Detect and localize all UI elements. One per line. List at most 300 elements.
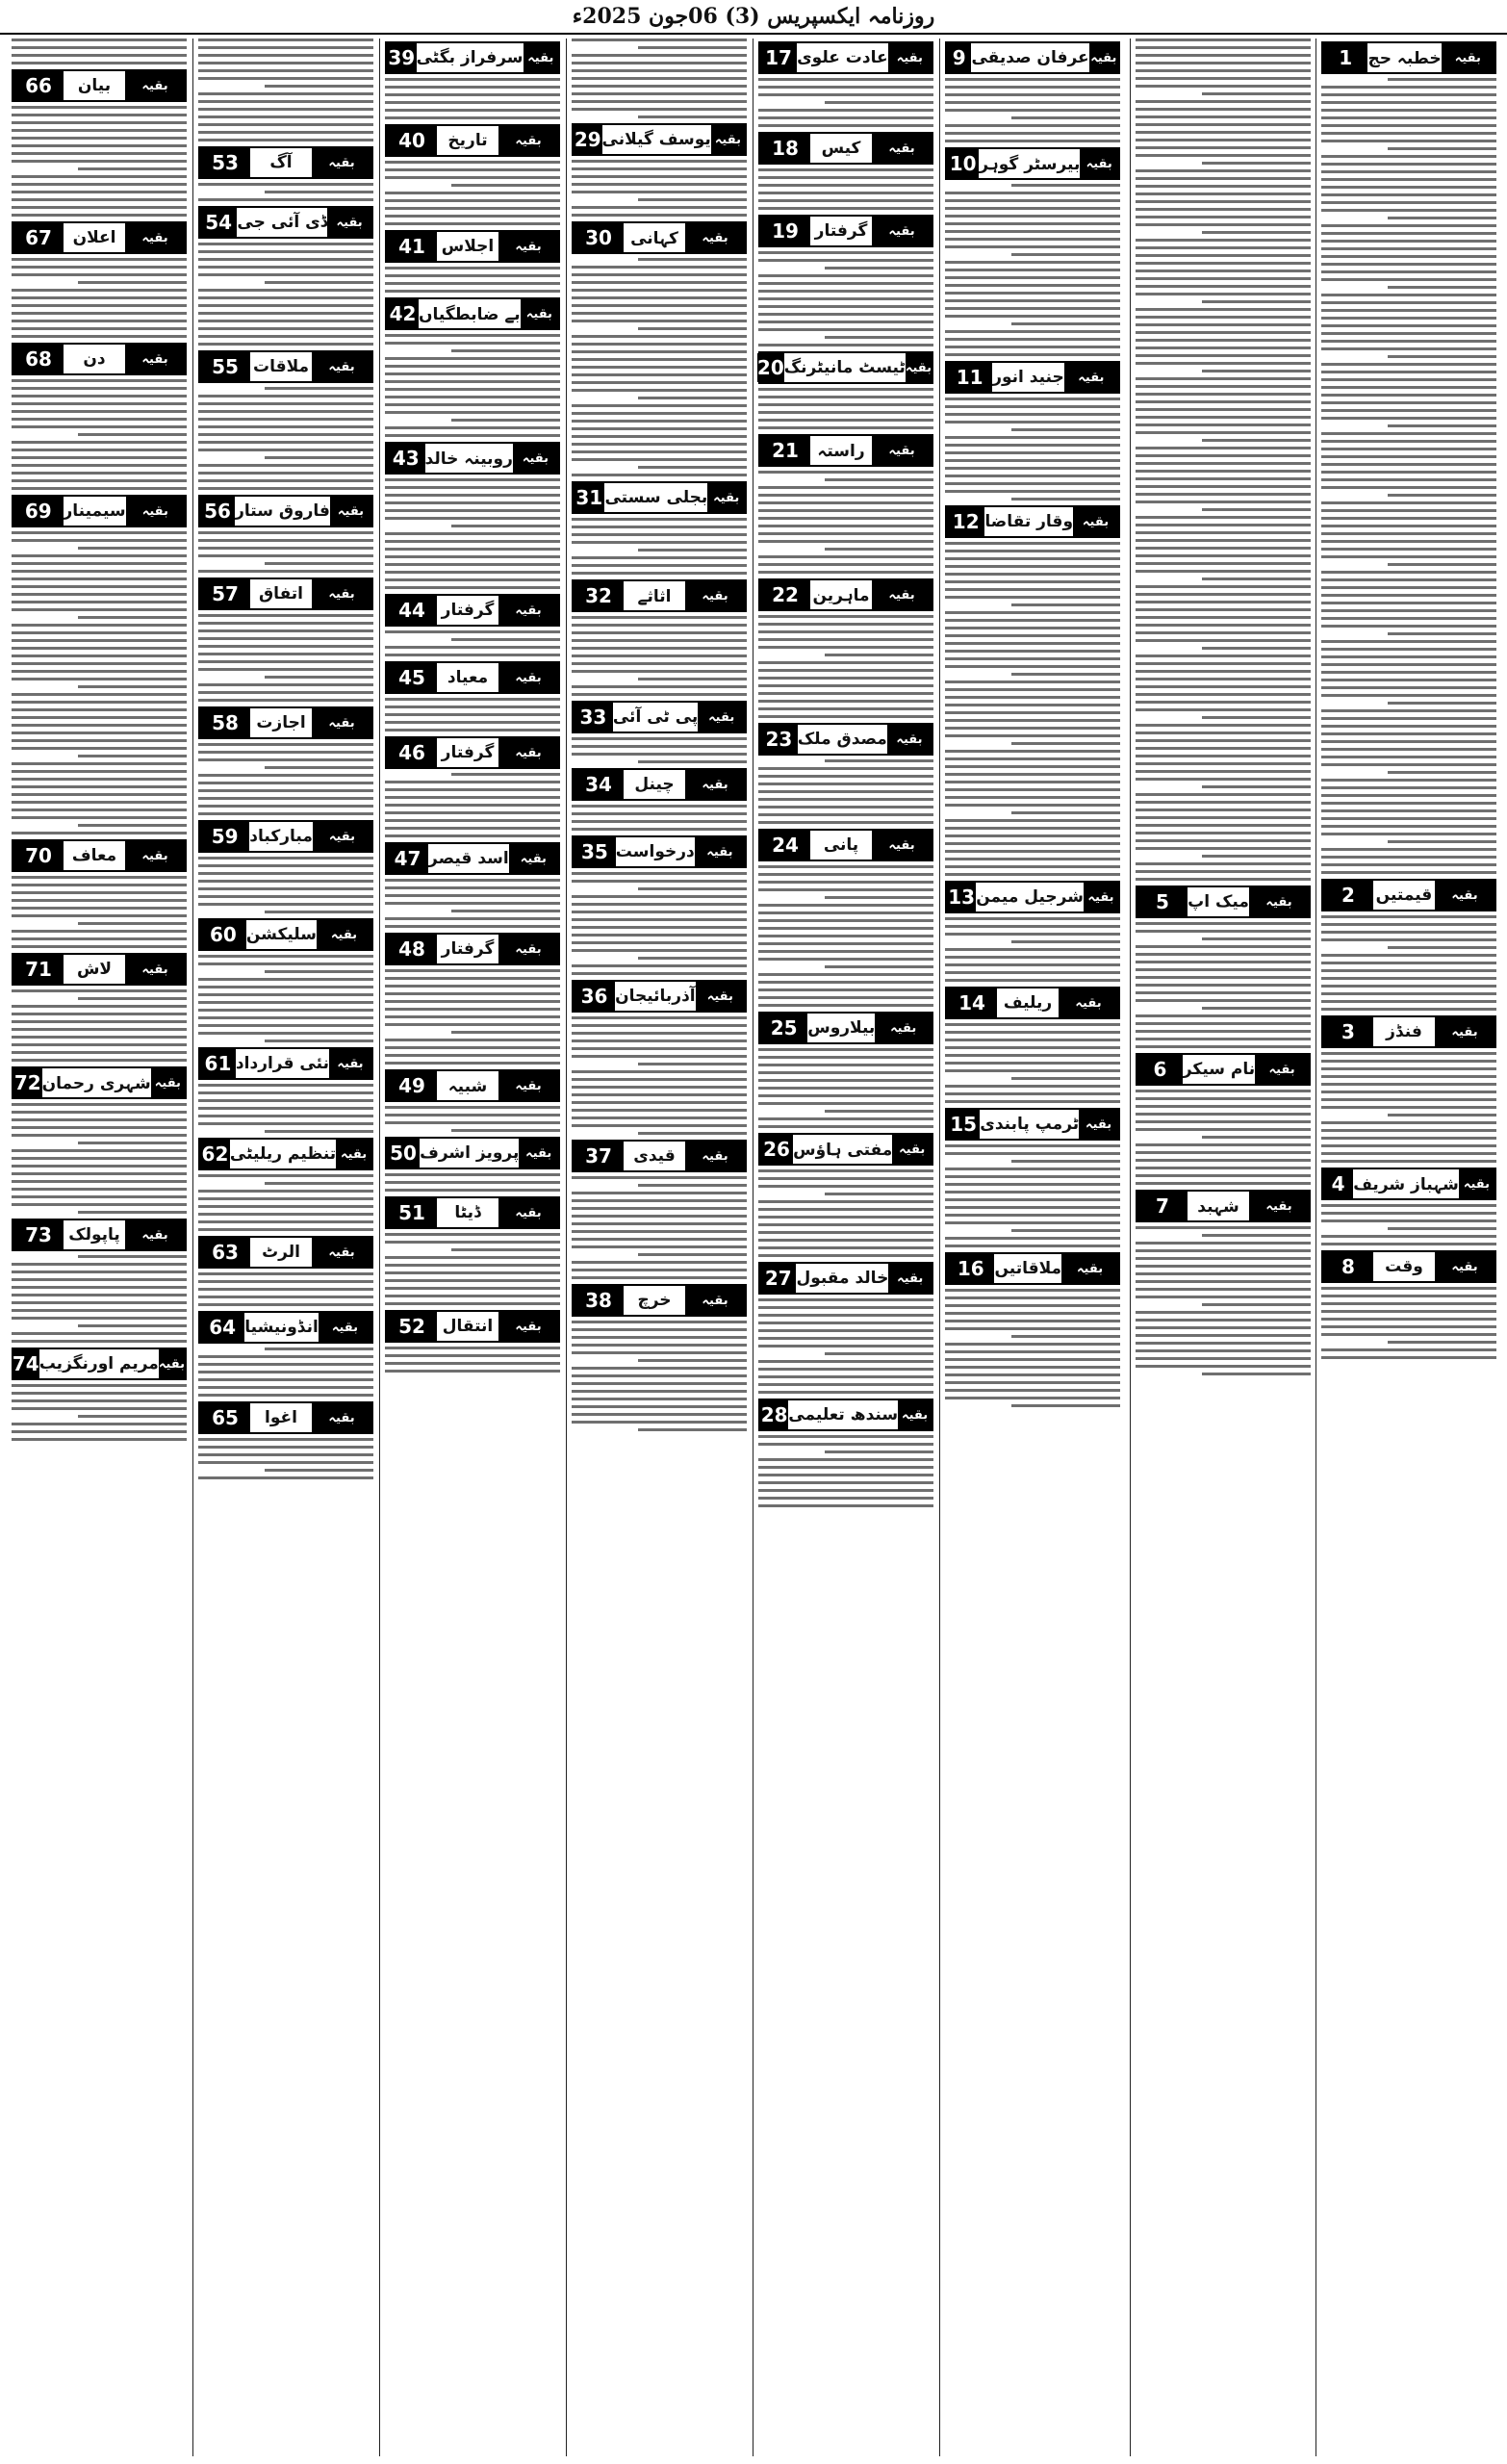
article-body-text xyxy=(385,969,560,1065)
continuation-number: 14 xyxy=(947,988,997,1017)
continuation-header xyxy=(945,361,1120,394)
article-body-text xyxy=(385,161,560,225)
article-body-text xyxy=(385,698,560,732)
continuation-title: آگ xyxy=(269,153,293,172)
article-body-text xyxy=(1321,1052,1496,1163)
continuation-title: خالد مقبول xyxy=(796,1269,889,1288)
article-continuation xyxy=(198,206,373,346)
article-body-text xyxy=(572,872,747,975)
continuation-title: یوسف گیلانی xyxy=(601,130,711,149)
continuation-header xyxy=(198,918,373,951)
column-2 xyxy=(1136,38,1311,2456)
continuation-title: ریلیف xyxy=(1003,993,1053,1013)
continuation-title: دن xyxy=(83,349,106,369)
article-continuation xyxy=(198,1401,373,1479)
continuation-number: 35 xyxy=(574,837,616,866)
article-continuation xyxy=(385,1310,560,1373)
continuation-header xyxy=(945,881,1120,913)
continuation-title: سلیکشن xyxy=(245,925,317,944)
article-body-text xyxy=(945,78,1120,142)
continuation-header xyxy=(12,221,187,254)
article-continuation xyxy=(12,221,187,338)
continuation-title: الرٹ xyxy=(262,1243,300,1262)
continuation-title: مصدق ملک xyxy=(797,730,887,749)
article-continuation xyxy=(12,1219,187,1343)
continuation-header xyxy=(198,146,373,179)
continuation-header xyxy=(385,124,560,157)
continuation-number: 43 xyxy=(387,444,425,473)
article-body-text xyxy=(1321,78,1496,874)
article-body-text xyxy=(758,168,933,210)
article-continuation xyxy=(385,1137,560,1192)
continued-label: بقیہ xyxy=(1249,1192,1309,1220)
continuation-header xyxy=(1136,886,1311,918)
continuation-header xyxy=(12,953,187,986)
article-body-text xyxy=(945,398,1120,500)
continuation-header xyxy=(198,1138,373,1170)
column-4 xyxy=(758,38,933,2456)
continuation-title: انتقال xyxy=(442,1317,494,1336)
continuation-number: 2 xyxy=(1323,881,1373,910)
continuation-header xyxy=(1321,1168,1496,1200)
article-body-text xyxy=(945,1144,1120,1247)
article-body-text xyxy=(758,471,933,574)
continuation-title: بجلی سستی xyxy=(604,488,708,507)
article-continuation xyxy=(572,701,747,763)
continuation-number: 4 xyxy=(1323,1169,1353,1198)
continuation-header xyxy=(198,206,373,239)
continuation-number: 63 xyxy=(200,1238,250,1267)
article-continuation xyxy=(758,1133,933,1257)
continuation-number: 60 xyxy=(200,920,246,949)
continuation-number: 62 xyxy=(200,1140,230,1168)
article-body-text xyxy=(1136,1226,1311,1375)
continuation-number: 74 xyxy=(13,1349,39,1378)
article-body-text xyxy=(572,616,747,696)
continued-label: بقیہ xyxy=(317,920,371,949)
article-continuation xyxy=(758,723,933,824)
continuation-header xyxy=(758,829,933,861)
continuation-title: روبینہ خالد xyxy=(424,449,513,469)
article-continuation xyxy=(945,147,1120,356)
continuation-header xyxy=(12,1066,187,1099)
article-continuation xyxy=(945,361,1120,500)
continuation-header xyxy=(572,980,747,1013)
continuation-header xyxy=(385,594,560,627)
continuation-title: مبارکباد xyxy=(249,827,313,846)
article-continuation xyxy=(1321,1168,1496,1245)
article-body-text xyxy=(1321,915,1496,1011)
article-body-text xyxy=(758,1435,933,1507)
continuation-header xyxy=(572,1140,747,1172)
column-divider xyxy=(1130,38,1131,2456)
continuation-number: 23 xyxy=(760,725,798,754)
continuation-title: خطبہ حج xyxy=(1367,48,1442,68)
article-continuation xyxy=(758,1262,933,1394)
continuation-header xyxy=(12,343,187,375)
continued-label: بقیہ xyxy=(327,208,371,237)
continued-label: بقیہ xyxy=(498,663,558,692)
continuation-number: 40 xyxy=(387,126,437,155)
continuation-title: پی ٹی آئی xyxy=(612,707,699,727)
article-continuation xyxy=(758,351,933,429)
article-continuation xyxy=(198,38,373,141)
continued-label: بقیہ xyxy=(872,436,932,465)
continuation-header xyxy=(572,221,747,254)
article-continuation xyxy=(385,594,560,656)
continuation-title: عادت علوی xyxy=(797,48,888,67)
continuation-title: چینل xyxy=(634,775,675,794)
article-continuation xyxy=(572,1140,747,1279)
continued-label: بقیہ xyxy=(125,345,185,373)
continued-label: بقیہ xyxy=(498,738,558,767)
article-continuation xyxy=(12,343,187,490)
continuation-number: 19 xyxy=(760,217,810,245)
article-body-text xyxy=(198,38,373,141)
article-continuation xyxy=(572,1284,747,1431)
article-body-text xyxy=(945,917,1120,982)
continuation-number: 70 xyxy=(13,841,64,870)
continued-label: بقیہ xyxy=(519,1139,558,1168)
continuation-header xyxy=(12,495,187,527)
continuation-title: راستہ xyxy=(817,441,865,461)
continuation-number: 8 xyxy=(1323,1252,1373,1281)
article-continuation xyxy=(12,839,187,948)
continuation-header xyxy=(198,350,373,383)
continuation-title: ڈیٹا xyxy=(454,1203,481,1222)
article-body-text xyxy=(198,614,373,702)
continuation-number: 67 xyxy=(13,223,64,252)
continuation-header xyxy=(572,1284,747,1317)
continuation-title: ماہرین xyxy=(812,585,870,605)
continuation-title: ڈی آئی جی xyxy=(237,213,328,232)
continuation-number: 52 xyxy=(387,1312,437,1341)
continuation-number: 39 xyxy=(387,43,417,72)
continued-label: بقیہ xyxy=(498,935,558,963)
continuation-number: 65 xyxy=(200,1403,250,1432)
continuation-title: فنڈز xyxy=(1386,1022,1422,1041)
article-body-text xyxy=(758,251,933,346)
continued-label: بقیہ xyxy=(159,1349,185,1378)
continuation-header xyxy=(385,41,560,74)
continuation-title: شبیہ xyxy=(447,1076,488,1096)
continuation-title: شہبد xyxy=(1197,1196,1239,1217)
continued-label: بقیہ xyxy=(513,444,558,473)
article-continuation xyxy=(198,578,373,702)
continuation-title: بیلاروس xyxy=(807,1018,876,1038)
continuation-title: گرفتار xyxy=(441,939,495,959)
continuation-title: سندھ تعلیمی xyxy=(788,1405,899,1424)
continuation-header xyxy=(1321,1015,1496,1048)
continuation-number: 50 xyxy=(387,1139,420,1168)
continuation-title: وقار تقاضا xyxy=(984,512,1074,531)
continued-label: بقیہ xyxy=(1073,507,1118,536)
article-continuation xyxy=(758,434,933,574)
article-continuation xyxy=(385,297,560,437)
continuation-title: مفتی ہاؤس xyxy=(793,1140,893,1160)
article-body-text xyxy=(385,267,560,293)
continuation-number: 10 xyxy=(947,149,979,178)
continuation-number: 9 xyxy=(947,43,971,72)
column-divider xyxy=(753,38,754,2456)
continuation-number: 41 xyxy=(387,232,437,261)
article-body-text xyxy=(385,334,560,437)
column-divider xyxy=(939,38,940,2456)
article-body-text xyxy=(198,387,373,490)
continuation-header xyxy=(758,723,933,756)
article-continuation xyxy=(945,41,1120,142)
article-body-text xyxy=(12,258,187,338)
continued-label: بقیہ xyxy=(1255,1055,1309,1084)
article-continuation xyxy=(198,1138,373,1231)
continuation-number: 25 xyxy=(760,1014,807,1042)
continuation-number: 61 xyxy=(200,1049,236,1078)
continued-label: بقیہ xyxy=(685,1286,745,1315)
article-continuation xyxy=(945,881,1120,982)
continuation-title: آذربائیجان xyxy=(615,987,696,1006)
continued-label: بقیہ xyxy=(1435,881,1494,910)
continuation-number: 68 xyxy=(13,345,64,373)
continuation-header xyxy=(758,1399,933,1431)
continued-label: بقیہ xyxy=(319,1313,371,1342)
continuation-title: خرچ xyxy=(637,1291,672,1310)
article-body-text xyxy=(572,805,747,831)
article-body-text xyxy=(572,38,747,118)
continuation-number: 55 xyxy=(200,352,250,381)
article-continuation xyxy=(758,41,933,127)
article-continuation xyxy=(385,736,560,837)
article-body-text xyxy=(198,183,373,201)
continuation-header xyxy=(12,1219,187,1251)
continuation-title: شہری رحمان xyxy=(41,1073,151,1093)
article-body-text xyxy=(572,1176,747,1279)
continuation-number: 32 xyxy=(574,581,624,610)
article-continuation xyxy=(12,38,187,64)
continuation-header xyxy=(198,1401,373,1434)
article-body-text xyxy=(385,78,560,119)
continuation-title: اتفاق xyxy=(258,584,304,603)
article-body-text xyxy=(12,531,187,834)
article-body-text xyxy=(758,1169,933,1257)
continuation-number: 13 xyxy=(947,883,976,911)
continuation-header xyxy=(1136,1190,1311,1222)
article-continuation xyxy=(1136,886,1311,1048)
continued-label: بقیہ xyxy=(1079,1110,1118,1139)
article-continuation xyxy=(198,146,373,201)
article-continuation xyxy=(198,1236,373,1306)
continued-label: بقیہ xyxy=(872,134,932,163)
continuation-header xyxy=(758,132,933,165)
article-body-text xyxy=(198,955,373,1042)
article-continuation xyxy=(12,69,187,217)
continuation-header xyxy=(385,442,560,475)
article-body-text xyxy=(758,865,933,1007)
continued-label: بقیہ xyxy=(1061,1254,1118,1283)
article-continuation xyxy=(385,933,560,1065)
article-body-text xyxy=(1136,922,1311,1048)
continuation-header xyxy=(945,1108,1120,1141)
continued-label: بقیہ xyxy=(875,1014,932,1042)
article-body-text xyxy=(12,876,187,948)
continuation-header xyxy=(758,578,933,611)
article-body-text xyxy=(198,1272,373,1306)
continuation-number: 30 xyxy=(574,223,624,252)
continued-label: بقیہ xyxy=(872,580,932,609)
continued-label: بقیہ xyxy=(125,223,185,252)
article-continuation xyxy=(12,1066,187,1214)
continuation-title: میک اپ xyxy=(1188,892,1249,911)
continuation-header xyxy=(758,434,933,467)
article-body-text xyxy=(758,388,933,429)
article-body-text xyxy=(945,1289,1120,1407)
continuation-number: 73 xyxy=(13,1220,64,1249)
continued-label: بقیہ xyxy=(329,1049,371,1078)
continuation-title: بیرسٹر گوہر xyxy=(979,154,1081,174)
continuation-number: 53 xyxy=(200,148,250,177)
continued-label: بقیہ xyxy=(498,232,558,261)
continuation-title: مریم اورنگزیب xyxy=(38,1354,159,1373)
continued-label: بقیہ xyxy=(125,841,185,870)
continuation-header xyxy=(385,1196,560,1229)
article-continuation xyxy=(572,768,747,831)
column-5 xyxy=(572,38,747,2456)
continuation-number: 38 xyxy=(574,1286,624,1315)
article-body-text xyxy=(198,531,373,573)
article-body-text xyxy=(12,106,187,217)
article-body-text xyxy=(572,1016,747,1135)
continuation-number: 49 xyxy=(387,1071,437,1100)
continuation-title: اجلاس xyxy=(441,237,495,256)
column-8 xyxy=(12,38,187,2456)
continued-label: بقیہ xyxy=(312,148,371,177)
continued-label: بقیہ xyxy=(685,1142,745,1170)
continuation-title: نام سیکر xyxy=(1182,1060,1256,1079)
article-continuation xyxy=(198,706,373,815)
continuation-number: 72 xyxy=(13,1068,42,1097)
column-7 xyxy=(198,38,373,2456)
continued-label: بقیہ xyxy=(892,1135,932,1164)
continuation-header xyxy=(945,1252,1120,1285)
continued-label: بقیہ xyxy=(1459,1169,1494,1198)
article-body-text xyxy=(572,518,747,575)
continuation-title: شرجیل میمن xyxy=(976,887,1084,907)
continuation-number: 27 xyxy=(760,1264,796,1293)
continuation-number: 64 xyxy=(200,1313,244,1342)
article-body-text xyxy=(198,1348,373,1397)
continuation-header xyxy=(198,578,373,610)
continuation-header xyxy=(12,839,187,872)
continuation-title: ٹرمپ پابندی xyxy=(980,1115,1080,1134)
continued-label: بقیہ xyxy=(125,71,185,100)
continued-label: بقیہ xyxy=(685,223,745,252)
continued-label: بقیہ xyxy=(685,581,745,610)
continuation-header xyxy=(385,1069,560,1102)
continuation-title: پاپولک xyxy=(68,1225,120,1245)
continuation-title: معاف xyxy=(71,846,117,865)
continuation-number: 66 xyxy=(13,71,64,100)
continuation-header xyxy=(572,701,747,733)
article-body-text xyxy=(945,1023,1120,1103)
continued-label: بقیہ xyxy=(498,1312,558,1341)
article-continuation xyxy=(198,495,373,573)
continued-label: بقیہ xyxy=(887,725,932,754)
article-continuation xyxy=(758,1012,933,1128)
column-divider xyxy=(1315,38,1316,2456)
article-body-text xyxy=(198,243,373,346)
article-continuation xyxy=(572,980,747,1135)
article-continuation xyxy=(385,124,560,225)
continuation-title: انڈونیشیا xyxy=(244,1318,319,1337)
article-body-text xyxy=(572,737,747,763)
article-continuation xyxy=(385,842,560,928)
article-body-text xyxy=(572,258,747,476)
article-body-text xyxy=(385,1347,560,1373)
continued-label: بقیہ xyxy=(1435,1017,1494,1046)
article-body-text xyxy=(12,989,187,1062)
continuation-title: نئی قرارداد xyxy=(235,1054,329,1073)
continuation-number: 22 xyxy=(760,580,810,609)
continuation-number: 47 xyxy=(387,844,428,873)
article-continuation xyxy=(758,215,933,346)
continuation-title: ٹیسٹ مانیٹرنگ xyxy=(783,358,906,377)
continuation-title: اسد قیصر xyxy=(428,849,509,868)
continuation-number: 15 xyxy=(947,1110,980,1139)
continued-label: بقیہ xyxy=(313,822,371,851)
article-continuation xyxy=(385,230,560,293)
continuation-number: 33 xyxy=(574,703,613,732)
continuation-number: 51 xyxy=(387,1198,437,1227)
continuation-header xyxy=(385,1310,560,1343)
continuation-title: سیمینار xyxy=(63,501,126,521)
continued-label: بقیہ xyxy=(521,299,558,328)
article-continuation xyxy=(385,41,560,119)
continued-label: بقیہ xyxy=(125,1220,185,1249)
continuation-number: 26 xyxy=(760,1135,793,1164)
continuation-header xyxy=(385,230,560,263)
continuation-number: 31 xyxy=(574,483,604,512)
continuation-header xyxy=(198,706,373,739)
continuation-number: 69 xyxy=(13,497,64,526)
continued-label: بقیہ xyxy=(1089,43,1118,72)
continued-label: بقیہ xyxy=(1084,883,1118,911)
continued-label: بقیہ xyxy=(312,352,371,381)
continuation-number: 37 xyxy=(574,1142,624,1170)
continuation-title: گرفتار xyxy=(814,221,868,241)
continuation-header xyxy=(385,661,560,694)
article-body-text xyxy=(758,78,933,127)
continued-label: بقیہ xyxy=(498,1071,558,1100)
continuation-header xyxy=(198,495,373,527)
continuation-header xyxy=(945,147,1120,180)
continuation-header xyxy=(385,736,560,769)
article-body-text xyxy=(1321,1204,1496,1245)
continued-label: بقیہ xyxy=(330,497,371,526)
article-body-text xyxy=(198,1438,373,1479)
continuation-header xyxy=(198,1311,373,1344)
article-body-text xyxy=(385,773,560,837)
article-body-text xyxy=(945,184,1120,356)
continuation-header xyxy=(572,579,747,612)
continuation-header xyxy=(198,820,373,853)
continuation-title: اجازت xyxy=(256,713,306,732)
article-continuation xyxy=(12,495,187,834)
continuation-header xyxy=(385,297,560,330)
article-body-text xyxy=(12,1384,187,1441)
continuation-title: کہانی xyxy=(630,228,678,248)
article-continuation xyxy=(1321,41,1496,874)
article-continuation xyxy=(572,579,747,696)
continuation-number: 48 xyxy=(387,935,437,963)
